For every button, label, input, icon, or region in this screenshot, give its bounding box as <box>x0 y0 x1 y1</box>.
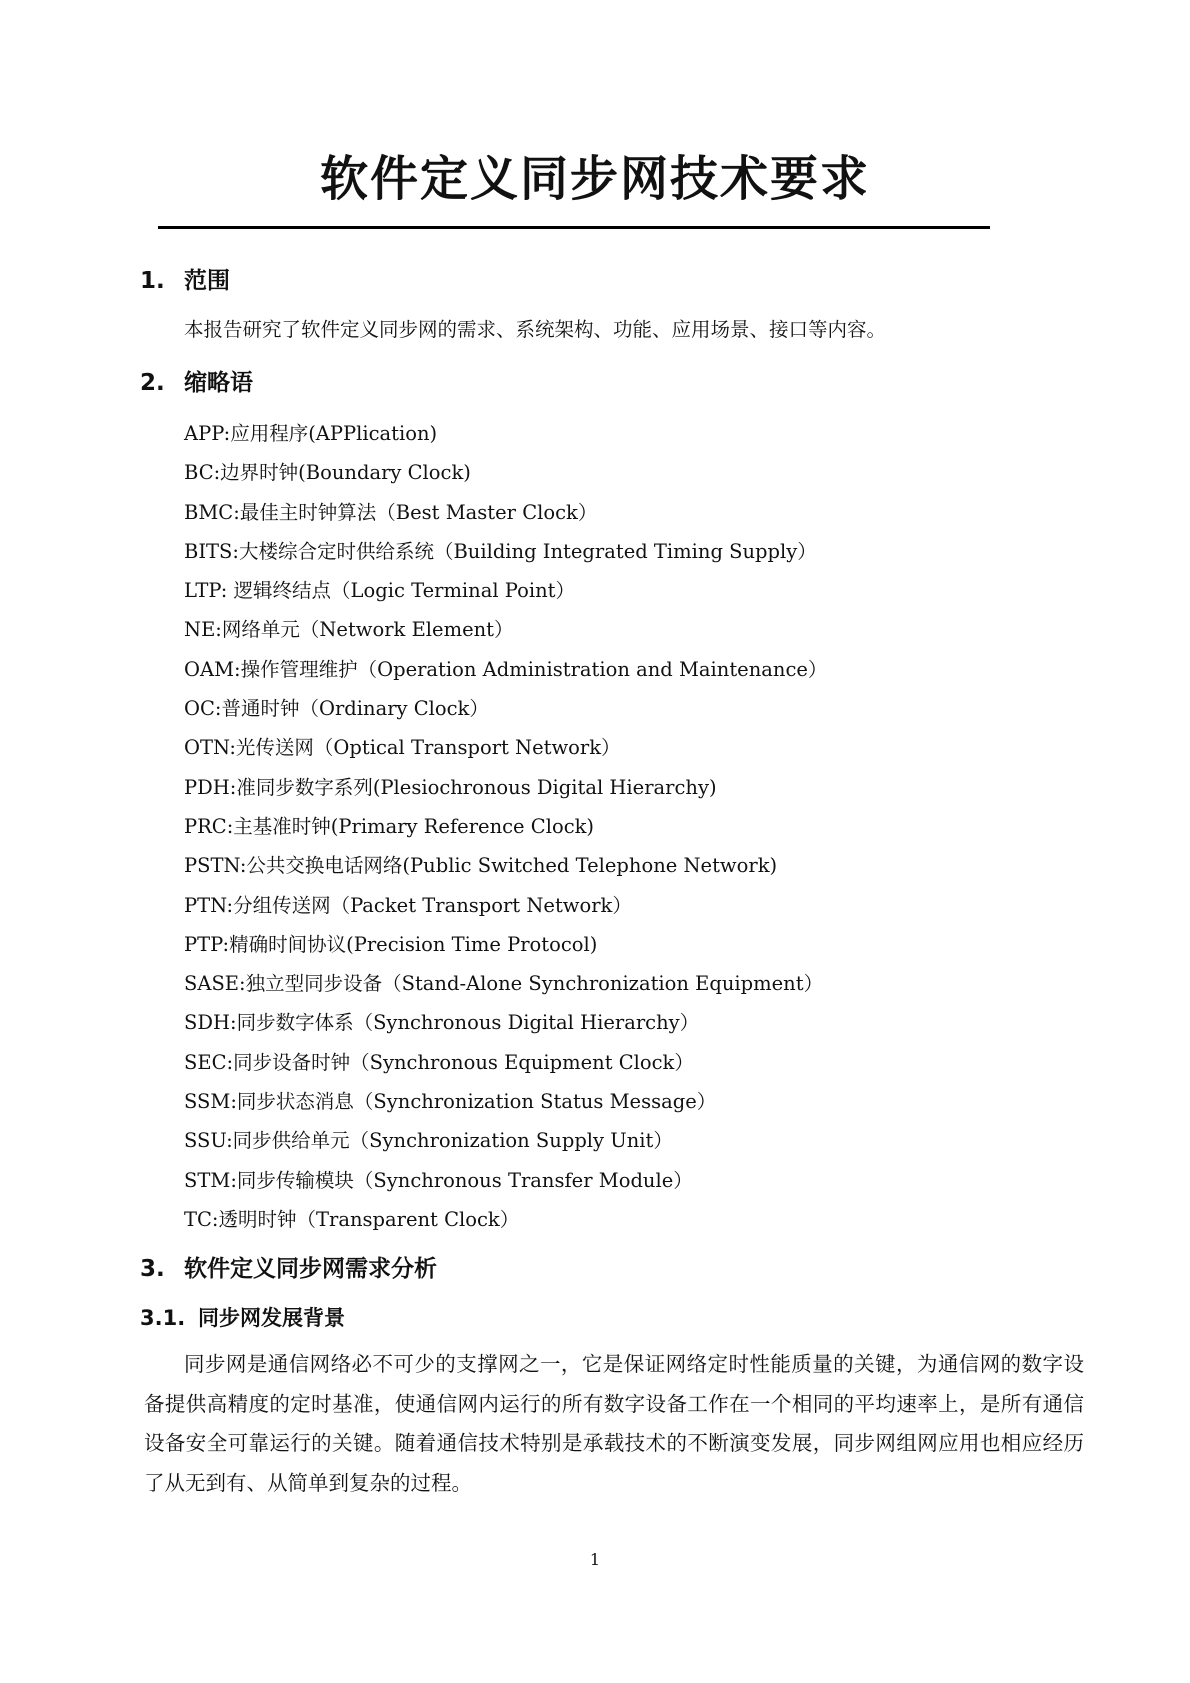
abbreviation-item: OC:普通时钟（Ordinary Clock） <box>184 697 489 721</box>
abbreviation-item: SASE:独立型同步设备（Stand-Alone Synchronization Equipment） <box>184 972 824 996</box>
abbreviation-item: APP:应用程序(APPlication) <box>184 422 438 445</box>
abbreviation-list <box>184 414 827 1239</box>
section-3-number: 3. <box>140 1256 165 1282</box>
abbreviation-item: STM:同步传输模块（Synchronous Transfer Module） <box>184 1168 693 1192</box>
abbreviation-item: SDH:同步数字体系（Synchronous Digital Hierarchy） <box>184 1011 700 1035</box>
abbreviation-item: PTN:分组传送网（Packet Transport Network） <box>184 893 632 917</box>
section-1-title: 范围 <box>184 268 230 294</box>
section-3-title: 软件定义同步网需求分析 <box>184 1256 437 1282</box>
abbreviation-item: NE:网络单元（Network Element） <box>184 618 514 642</box>
abbreviation-item: PDH:准同步数字系列(Plesiochronous Digital Hierarchy) <box>184 775 717 799</box>
abbreviation-item: PTP:精确时间协议(Precision Time Protocol) <box>184 932 598 956</box>
abbreviation-item: PSTN:公共交换电话网络(Public Switched Telephone Network) <box>184 854 778 878</box>
page-number: 1 <box>589 1550 601 1569</box>
abbreviation-item: TC:透明时钟（Transparent Clock） <box>184 1207 520 1231</box>
section-2-number: 2. <box>140 370 165 396</box>
abbreviation-item: LTP: 逻辑终结点（Logic Terminal Point） <box>184 579 575 603</box>
abbreviation-item: BMC:最佳主时钟算法（Best Master Clock） <box>184 500 598 524</box>
title-divider <box>158 226 990 229</box>
section-2-title: 缩略语 <box>184 370 253 396</box>
section-3-1-title: 同步网发展背景 <box>198 1306 345 1330</box>
abbreviation-item: BC:边界时钟(Boundary Clock) <box>184 461 471 485</box>
section-3-1-number: 3.1. <box>140 1306 186 1330</box>
abbreviation-item: SEC:同步设备时钟（Synchronous Equipment Clock） <box>184 1050 694 1074</box>
section-1-text: 本报告研究了软件定义同步网的需求、系统架构、功能、应用场景、接口等内容。 <box>184 318 887 341</box>
abbreviation-item: SSU:同步供给单元（Synchronization Supply Unit） <box>184 1129 673 1153</box>
section-3-1-heading <box>140 1302 345 1332</box>
abbreviation-item: OTN:光传送网（Optical Transport Network） <box>184 736 621 760</box>
section-3-heading <box>140 1250 437 1283</box>
abbreviation-item: PRC:主基准时钟(Primary Reference Clock) <box>184 814 595 838</box>
section-1-number: 1. <box>140 268 165 294</box>
abbreviation-item: OAM:操作管理维护（Operation Administration and Maintenance） <box>184 657 828 681</box>
abbreviation-item: SSM:同步状态消息（Synchronization Status Message） <box>184 1090 717 1114</box>
abbreviation-item: BITS:大楼综合定时供给系统（Building Integrated Timing Supply） <box>184 539 817 563</box>
section-1-heading <box>140 262 230 295</box>
section-3-1-paragraph: 同步网是通信网络必不可少的支撑网之一，它是保证网络定时性能质量的关键，为通信网的数字设备提供高精度的定时基准，使通信网内运行的所有数字设备工作在一个相同的平均速率上，是所有通信设备安全可靠运行的关键。随着通信技术特别是承载技术的不断演变发展，同步网组网应用也相应经历了从无到有、从简单到复杂的过程。 <box>144 1352 1084 1495</box>
section-2-heading <box>140 364 253 397</box>
document-title: 软件定义同步网技术要求 <box>319 151 870 207</box>
